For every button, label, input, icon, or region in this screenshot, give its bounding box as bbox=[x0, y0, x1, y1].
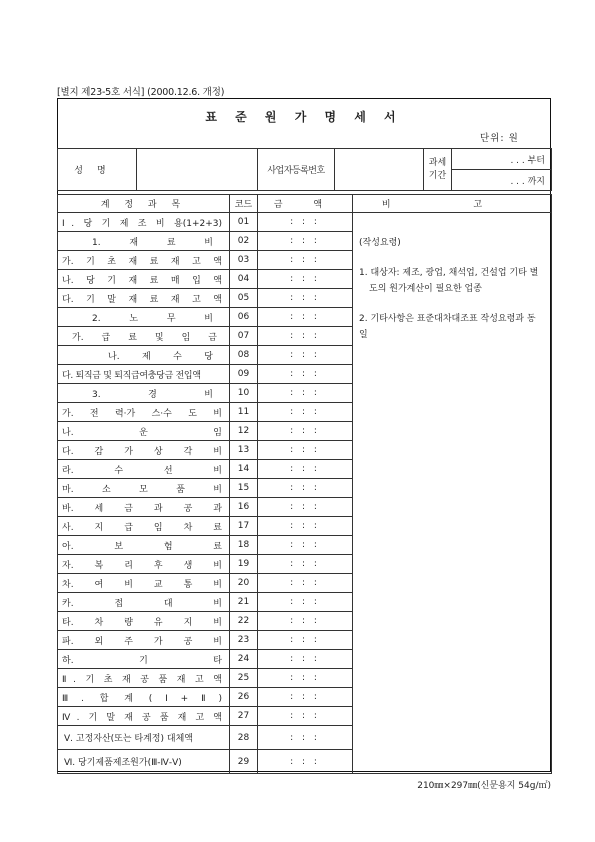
account-code: 08 bbox=[230, 346, 258, 365]
account-code: 09 bbox=[230, 365, 258, 384]
instructions-heading: (작성요령) bbox=[359, 238, 401, 248]
account-item-label: 3. 경 비 bbox=[58, 384, 230, 403]
amount-column-header: 금 액 bbox=[258, 195, 353, 213]
account-item-label: 자. 복 리 후 생 비 bbox=[58, 555, 230, 574]
amount-field[interactable]: : : : bbox=[258, 384, 353, 403]
amount-field[interactable]: : : : bbox=[258, 498, 353, 517]
account-item-label: Ⅱ. 기 초 재 공 품 재 고 액 bbox=[58, 669, 230, 688]
unit-label: 단위: 원 bbox=[480, 133, 519, 144]
amount-field[interactable]: : : : bbox=[258, 612, 353, 631]
account-code: 25 bbox=[230, 669, 258, 688]
account-item-label: 다. 퇴직금 및 퇴직급여충당금 전입액 bbox=[58, 365, 230, 384]
account-code: 10 bbox=[230, 384, 258, 403]
form-title: 표 준 원 가 명 세 서 bbox=[205, 110, 403, 124]
account-item-label: Ⅳ. 기 말 재 공 품 재 고 액 bbox=[58, 707, 230, 726]
account-code: 26 bbox=[230, 688, 258, 707]
account-code: 27 bbox=[230, 707, 258, 726]
amount-field[interactable]: : : : bbox=[258, 479, 353, 498]
account-column-header: 계 정 과 목 bbox=[58, 195, 230, 213]
name-label: 성명 bbox=[58, 149, 137, 191]
account-code: 28 bbox=[230, 726, 258, 750]
account-item-label: 카. 접 대 비 bbox=[58, 593, 230, 612]
account-code: 18 bbox=[230, 536, 258, 555]
account-item-label: 가. 기 초 재 료 재 고 액 bbox=[58, 251, 230, 270]
account-item-label: 2. 노 무 비 bbox=[58, 308, 230, 327]
account-item-label: 라. 수 선 비 bbox=[58, 460, 230, 479]
account-item-label: 아. 보 험 료 bbox=[58, 536, 230, 555]
amount-field[interactable]: : : : bbox=[258, 270, 353, 289]
account-item-label: Ⅵ. 당기제품제조원가(Ⅲ-Ⅳ-Ⅴ) bbox=[58, 750, 230, 774]
account-item-label: 마. 소 모 품 비 bbox=[58, 479, 230, 498]
amount-field[interactable]: : : : bbox=[258, 346, 353, 365]
account-item-label: 나. 당 기 재 료 매 입 액 bbox=[58, 270, 230, 289]
account-item-label: Ⅴ. 고정자산(또는 타계정) 대체액 bbox=[58, 726, 230, 750]
account-code: 07 bbox=[230, 327, 258, 346]
account-code: 23 bbox=[230, 631, 258, 650]
instruction-item-2: 2. 기타사항은 표준대차대조표 작성요령과 동일 bbox=[359, 314, 536, 340]
amount-field[interactable]: : : : bbox=[258, 403, 353, 422]
account-item-label: 차. 여 비 교 통 비 bbox=[58, 574, 230, 593]
account-code: 11 bbox=[230, 403, 258, 422]
account-code: 02 bbox=[230, 232, 258, 251]
period-from-field[interactable]: . . . 부터 bbox=[452, 149, 552, 170]
amount-field[interactable]: : : : bbox=[258, 232, 353, 251]
amount-field[interactable]: : : : bbox=[258, 365, 353, 384]
amount-field[interactable]: : : : bbox=[258, 650, 353, 669]
amount-field[interactable]: : : : bbox=[258, 536, 353, 555]
account-item-label: Ⅲ. 합 계 (Ⅰ+Ⅱ) bbox=[58, 688, 230, 707]
amount-field[interactable]: : : : bbox=[258, 750, 353, 774]
account-item-label: 바. 세 금 과 공 과 bbox=[58, 498, 230, 517]
account-item-label: 하. 기 타 bbox=[58, 650, 230, 669]
account-item-label: Ⅰ. 당 기 제 조 비 용(1+2+3) bbox=[58, 213, 230, 232]
tax-period-label-line1: 과세 bbox=[428, 157, 447, 168]
amount-field[interactable]: : : : bbox=[258, 460, 353, 479]
amount-field[interactable]: : : : bbox=[258, 593, 353, 612]
account-item-label: 다. 감 가 상 각 비 bbox=[58, 441, 230, 460]
account-code: 03 bbox=[230, 251, 258, 270]
cost-statement-table bbox=[57, 194, 552, 774]
account-code: 29 bbox=[230, 750, 258, 774]
account-item-label: 나. 제 수 당 bbox=[58, 346, 230, 365]
account-code: 20 bbox=[230, 574, 258, 593]
business-number-field[interactable] bbox=[335, 149, 424, 191]
account-code: 04 bbox=[230, 270, 258, 289]
account-item-label: 1. 재 료 비 bbox=[58, 232, 230, 251]
table-row bbox=[58, 213, 552, 232]
code-column-header: 코드 bbox=[230, 195, 258, 213]
tax-period-label-line2: 기간 bbox=[428, 170, 447, 181]
amount-field[interactable]: : : : bbox=[258, 251, 353, 270]
account-code: 13 bbox=[230, 441, 258, 460]
amount-field[interactable]: : : : bbox=[258, 213, 353, 232]
amount-field[interactable]: : : : bbox=[258, 707, 353, 726]
account-code: 15 bbox=[230, 479, 258, 498]
account-code: 01 bbox=[230, 213, 258, 232]
account-code: 22 bbox=[230, 612, 258, 631]
account-code: 16 bbox=[230, 498, 258, 517]
amount-field[interactable]: : : : bbox=[258, 574, 353, 593]
amount-field[interactable]: : : : bbox=[258, 422, 353, 441]
amount-field[interactable]: : : : bbox=[258, 669, 353, 688]
business-number-label: 사업자등록번호 bbox=[258, 149, 335, 191]
paper-size-footnote: 210㎜×297㎜(신문용지 54g/㎡) bbox=[417, 781, 551, 791]
account-code: 24 bbox=[230, 650, 258, 669]
note-column-header: 비 고 bbox=[353, 195, 552, 213]
amount-field[interactable]: : : : bbox=[258, 631, 353, 650]
amount-field[interactable]: : : : bbox=[258, 688, 353, 707]
header-table bbox=[57, 148, 552, 191]
period-to-field[interactable]: . . . 까지 bbox=[452, 170, 552, 191]
account-code: 19 bbox=[230, 555, 258, 574]
account-code: 21 bbox=[230, 593, 258, 612]
amount-field[interactable]: : : : bbox=[258, 327, 353, 346]
account-item-label: 가. 전 력·가 스·수 도 비 bbox=[58, 403, 230, 422]
account-code: 17 bbox=[230, 517, 258, 536]
amount-field[interactable]: : : : bbox=[258, 517, 353, 536]
account-code: 14 bbox=[230, 460, 258, 479]
amount-field[interactable]: : : : bbox=[258, 441, 353, 460]
form-number-label: [별지 제23-5호 서식] (2000.12.6. 개정) bbox=[57, 87, 225, 98]
amount-field[interactable]: : : : bbox=[258, 289, 353, 308]
account-code: 12 bbox=[230, 422, 258, 441]
tax-period-label bbox=[424, 149, 452, 191]
account-item-label: 파. 외 주 가 공 비 bbox=[58, 631, 230, 650]
remarks-cell bbox=[353, 213, 552, 774]
account-item-label: 다. 기 말 재 료 재 고 액 bbox=[58, 289, 230, 308]
account-item-label: 가. 급 료 및 임 금 bbox=[58, 327, 230, 346]
amount-field[interactable]: : : : bbox=[258, 726, 353, 750]
amount-field[interactable]: : : : bbox=[258, 555, 353, 574]
account-item-label: 타. 차 량 유 지 비 bbox=[58, 612, 230, 631]
instruction-item-1: 1. 대상자: 제조, 광업, 채석업, 건설업 기타 별도의 원가계산이 필요한 업종 bbox=[359, 268, 539, 294]
account-item-label: 나. 운 임 bbox=[58, 422, 230, 441]
name-field[interactable] bbox=[137, 149, 258, 191]
amount-field[interactable]: : : : bbox=[258, 308, 353, 327]
account-code: 06 bbox=[230, 308, 258, 327]
account-code: 05 bbox=[230, 289, 258, 308]
account-item-label: 사. 지 급 임 차 료 bbox=[58, 517, 230, 536]
